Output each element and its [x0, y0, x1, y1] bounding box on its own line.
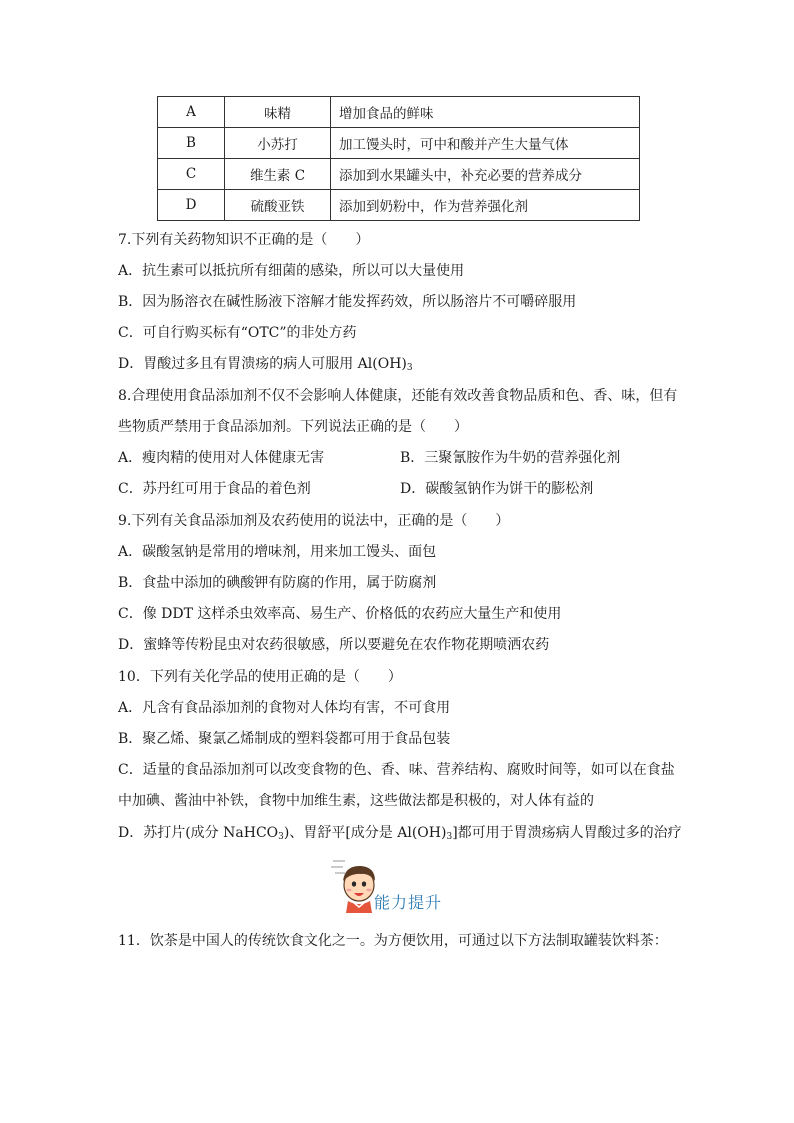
q8-option-b: B．三聚氰胺作为牛奶的营养强化剂 [400, 450, 621, 466]
q7-d-text: D．胃酸过多且有胃溃疡的病人可服用 Al(OH) [118, 356, 407, 372]
q8-stem-line2: 些物质严禁用于食品添加剂。下列说法正确的是（ ） [118, 419, 468, 435]
q9-option-a: A．碳酸氢钠是常用的增味剂，用来加工馒头、面包 [118, 544, 437, 560]
q10-option-d [118, 823, 682, 847]
q9-option-b: B．食盐中添加的碘酸钾有防腐的作用，属于防腐剂 [118, 575, 437, 591]
q9-option-d: D．蜜蜂等传粉昆虫对农药很敏感，所以要避免在农作物花期喷洒农药 [118, 637, 550, 653]
row-item: 硫酸亚铁 [225, 190, 331, 221]
q10-d-text-1: D．苏打片(成分 NaHCO [118, 825, 279, 841]
row-letter: A [158, 97, 225, 128]
q11-stem: 11．饮茶是中国人的传统饮食文化之一。为方便饮用，可通过以下方法制取罐装饮料茶： [118, 933, 668, 949]
table-row [158, 190, 640, 221]
row-letter: B [158, 128, 225, 159]
options-table [157, 96, 640, 221]
q10-d-subscript-1: 3 [278, 832, 284, 842]
section-title: 能力提升 [374, 893, 443, 912]
q7-option-b: B．因为肠溶衣在碱性肠液下溶解才能发挥药效，所以肠溶片不可嚼碎服用 [118, 294, 577, 310]
row-use: 添加到奶粉中，作为营养强化剂 [331, 190, 640, 221]
row-letter: D [158, 190, 225, 221]
q7-option-c: C．可自行购买标有“OTC”的非处方药 [118, 325, 357, 341]
q10-option-c-line1: C．适量的食品添加剂可以改变食物的色、香、味、营养结构、腐败时间等，如可以在食盐 [118, 762, 675, 778]
q10-d-subscript-2: 3 [446, 832, 453, 842]
q10-option-b: B．聚乙烯、聚氯乙烯制成的塑料袋都可用于食品包装 [118, 731, 451, 747]
row-use: 添加到水果罐头中，补充必要的营养成分 [331, 159, 640, 190]
q9-stem: 9.下列有关食品添加剂及农药使用的说法中，正确的是（ ） [118, 513, 510, 529]
table-row [158, 128, 640, 159]
q7-option-a: A．抗生素可以抵抗所有细菌的感染，所以可以大量使用 [118, 263, 465, 279]
q7-option-d [118, 354, 413, 378]
row-item: 小苏打 [225, 128, 331, 159]
q8-stem-line1: 8.合理使用食品添加剂不仅不会影响人体健康，还能有效改善食物品质和色、香、味，但有 [118, 388, 678, 404]
q7-stem: 7.下列有关药物知识不正确的是（ ） [118, 232, 370, 248]
row-use: 加工馒头时，可中和酸并产生大量气体 [331, 128, 640, 159]
row-item: 维生素 C [225, 159, 331, 190]
q8-option-d: D．碳酸氢钠作为饼干的膨松剂 [400, 481, 594, 497]
q10-d-text-3: ]都可用于胃溃疡病人胃酸过多的治疗 [452, 825, 682, 841]
q9-option-c: C．像 DDT 这样杀虫效率高、易生产、价格低的农药应大量生产和使用 [118, 606, 562, 622]
row-use: 增加食品的鲜味 [331, 97, 640, 128]
q7-d-subscript: 3 [406, 363, 413, 373]
q8-option-c: C．苏丹红可用于食品的着色剂 [118, 481, 311, 497]
table-row [158, 97, 640, 128]
q8-option-a: A．瘦肉精的使用对人体健康无害 [118, 450, 325, 466]
q10-stem: 10．下列有关化学品的使用正确的是（ ） [118, 669, 402, 685]
q10-d-text-2: )、胃舒平[成分是 Al(OH) [283, 825, 447, 841]
table-row [158, 159, 640, 190]
row-letter: C [158, 159, 225, 190]
q10-option-a: A．凡含有食品添加剂的食物对人体均有害，不可食用 [118, 700, 451, 716]
q10-option-c-line2: 中加碘、酱油中补铁，食物中加维生素，这些做法都是积极的，对人体有益的 [118, 793, 594, 809]
row-item: 味精 [225, 97, 331, 128]
